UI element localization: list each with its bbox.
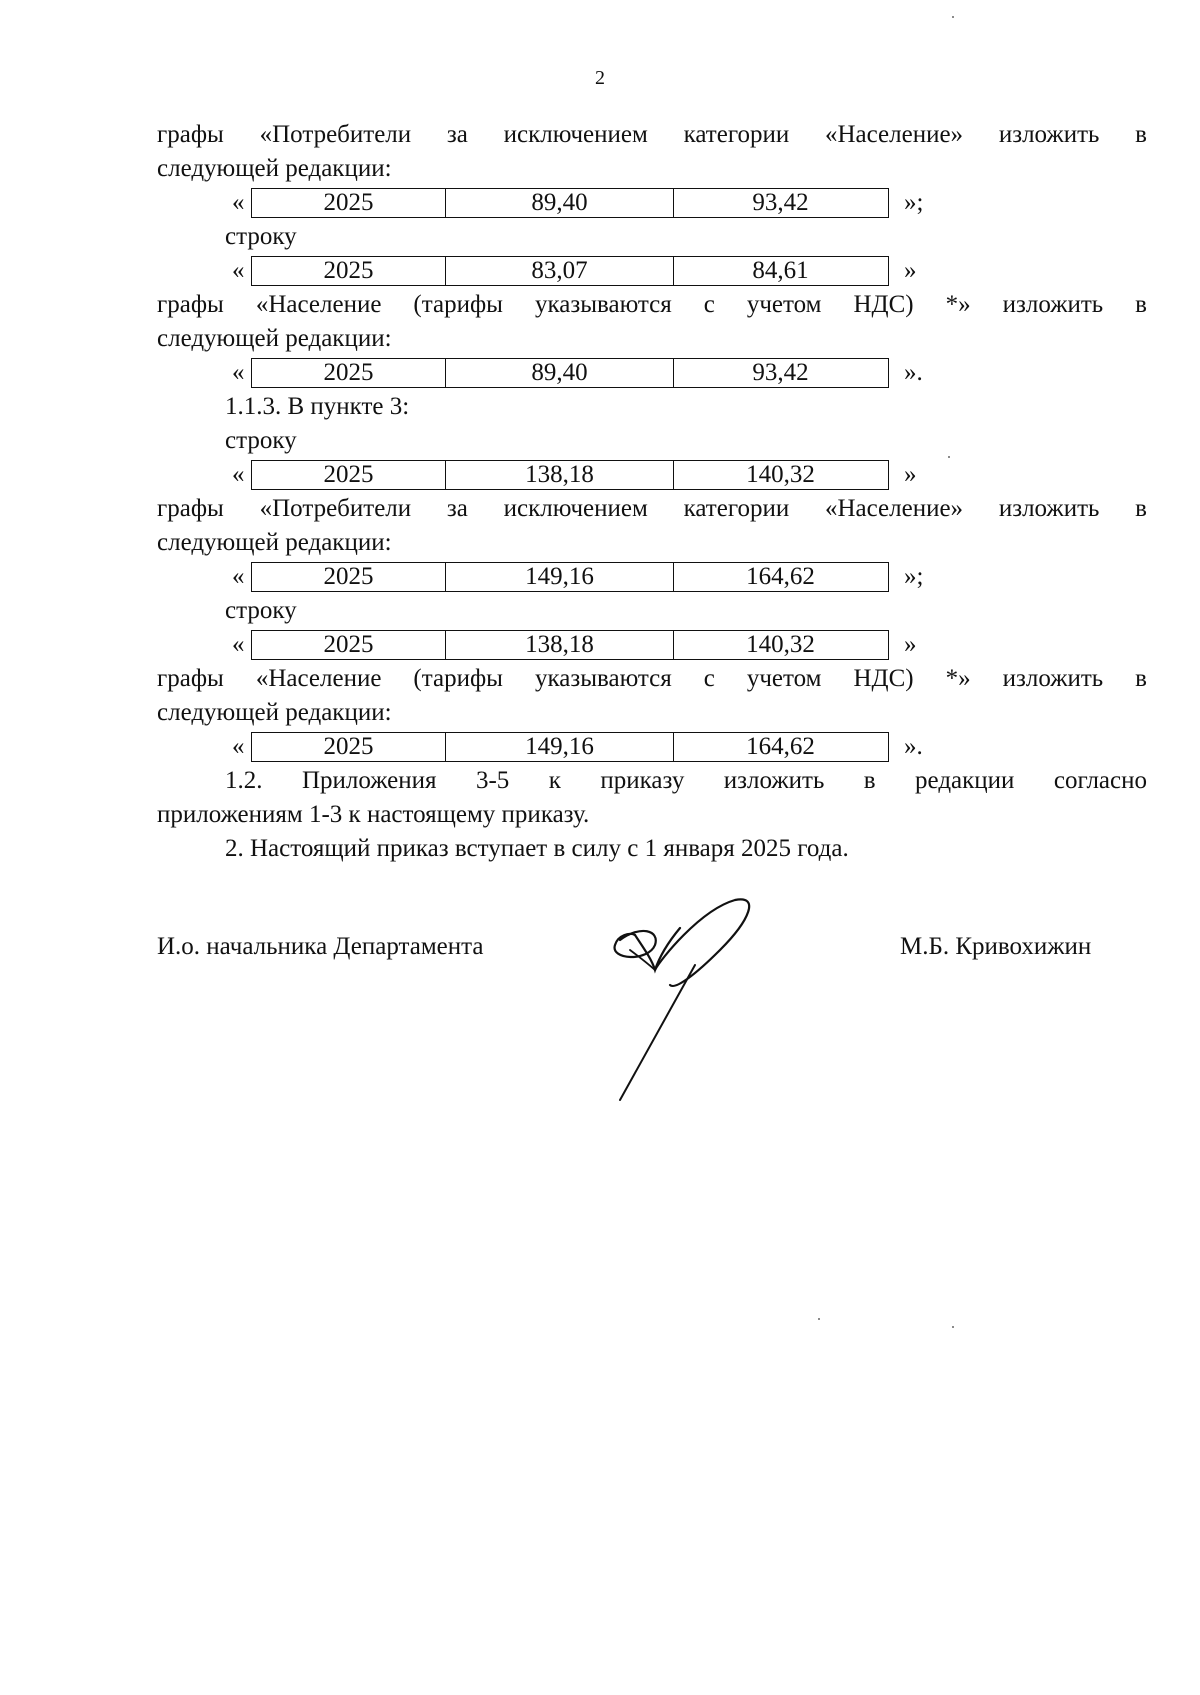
tariff-table xyxy=(251,256,889,286)
tariff-value-2: 164,62 xyxy=(746,563,815,590)
quote-close: » xyxy=(904,631,917,658)
quote-open: « xyxy=(232,257,245,284)
signatory-name: М.Б. Кривохижин xyxy=(900,933,1092,960)
paragraph-line: следующей редакции: xyxy=(157,699,392,726)
tariff-table xyxy=(251,562,889,592)
year-cell: 2025 xyxy=(252,563,446,591)
paragraph-line: графы «Население (тарифы указываются с учетом НДС) *» изложить в xyxy=(157,291,1147,318)
clause-text: 1.2. Приложения 3-5 к приказу изложить в редакции согласно xyxy=(225,767,1147,794)
page-number: 2 xyxy=(595,67,605,89)
signatory-role: И.о. начальника Департамента xyxy=(157,933,484,960)
stroku-label: строку xyxy=(225,427,297,454)
scan-speck xyxy=(818,1318,820,1320)
tariff-value-1: 89,40 xyxy=(446,189,674,217)
quote-close: » xyxy=(904,257,917,284)
year-cell: 2025 xyxy=(252,631,446,659)
clause-text: приложениям 1-3 к настоящему приказу. xyxy=(157,801,590,828)
year-cell: 2025 xyxy=(252,461,446,489)
quote-close: ». xyxy=(904,733,923,760)
year-cell: 2025 xyxy=(252,189,446,217)
tariff-value-2: 164,62 xyxy=(746,733,815,760)
tariff-table xyxy=(251,732,889,762)
tariff-value-2: 93,42 xyxy=(752,189,809,216)
quote-close: » xyxy=(904,461,917,488)
tariff-value-2: 93,42 xyxy=(752,359,809,386)
year-cell: 2025 xyxy=(252,257,446,285)
tariff-table xyxy=(251,630,889,660)
quote-close: »; xyxy=(904,189,924,216)
scan-speck xyxy=(952,1326,954,1328)
scan-speck xyxy=(952,16,954,18)
paragraph-line: следующей редакции: xyxy=(157,325,392,352)
quote-open: « xyxy=(232,563,245,590)
clause-heading: 1.1.3. В пункте 3: xyxy=(225,393,410,420)
quote-close: »; xyxy=(904,563,924,590)
quote-close: ». xyxy=(904,359,923,386)
stroku-label: строку xyxy=(225,223,297,250)
handwritten-signature xyxy=(600,890,780,1110)
quote-open: « xyxy=(232,461,245,488)
tariff-value-1: 149,16 xyxy=(446,733,674,761)
tariff-value-1: 89,40 xyxy=(446,359,674,387)
quote-open: « xyxy=(232,733,245,760)
tariff-value-2: 84,61 xyxy=(752,257,809,284)
stroku-label: строку xyxy=(225,597,297,624)
scan-speck xyxy=(948,456,950,458)
tariff-table xyxy=(251,460,889,490)
paragraph-line: следующей редакции: xyxy=(157,155,392,182)
paragraph-line: графы «Потребители за исключением категории «Население» изложить в xyxy=(157,495,1147,522)
tariff-table xyxy=(251,358,889,388)
tariff-value-1: 149,16 xyxy=(446,563,674,591)
clause-text: 2. Настоящий приказ вступает в силу с 1 января 2025 года. xyxy=(225,835,849,862)
quote-open: « xyxy=(232,631,245,658)
paragraph-line: следующей редакции: xyxy=(157,529,392,556)
paragraph-line: графы «Население (тарифы указываются с учетом НДС) *» изложить в xyxy=(157,665,1147,692)
paragraph-line: графы «Потребители за исключением категории «Население» изложить в xyxy=(157,121,1147,148)
year-cell: 2025 xyxy=(252,359,446,387)
tariff-table xyxy=(251,188,889,218)
tariff-value-1: 83,07 xyxy=(446,257,674,285)
year-cell: 2025 xyxy=(252,733,446,761)
tariff-value-2: 140,32 xyxy=(746,461,815,488)
tariff-value-1: 138,18 xyxy=(446,631,674,659)
tariff-value-2: 140,32 xyxy=(746,631,815,658)
tariff-value-1: 138,18 xyxy=(446,461,674,489)
quote-open: « xyxy=(232,189,245,216)
quote-open: « xyxy=(232,359,245,386)
